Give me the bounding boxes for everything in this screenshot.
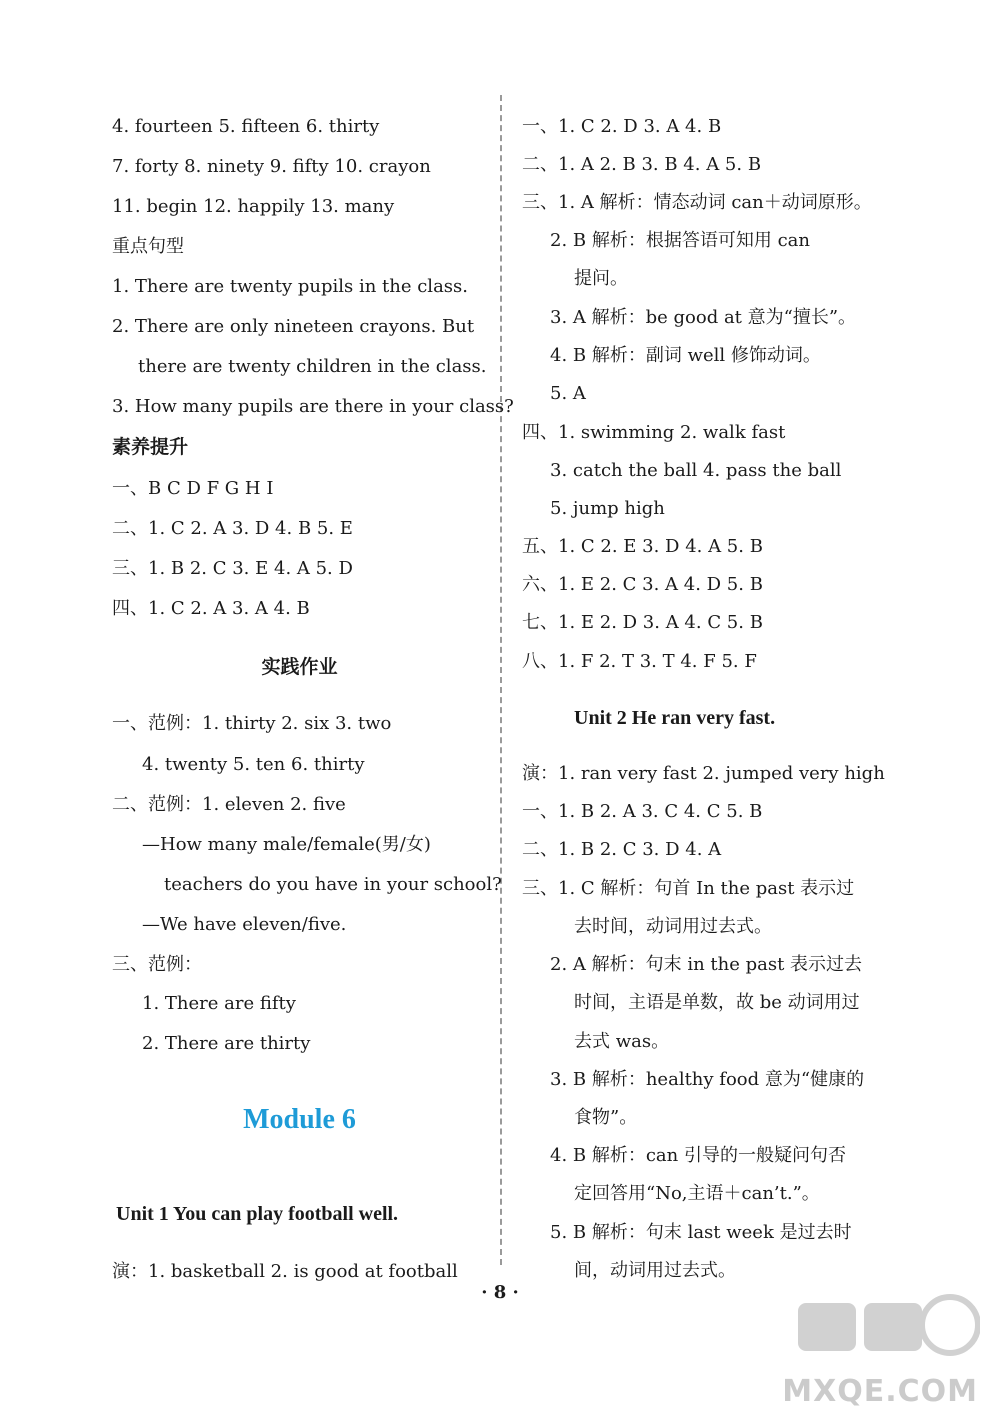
answer-line: 一、范例：1. thirty 2. six 3. two bbox=[112, 713, 392, 734]
answer-line: 5. A bbox=[550, 383, 586, 404]
watermark-site-text: MXQE.COM bbox=[782, 1374, 978, 1409]
answer-line: 去时间，动词用过去式。 bbox=[574, 916, 772, 937]
answer-line: 七、1. E 2. D 3. A 4. C 5. B bbox=[522, 612, 763, 633]
answer-line: 一、1. C 2. D 3. A 4. B bbox=[522, 116, 722, 137]
answer-line: teachers do you have in your school? bbox=[164, 874, 502, 895]
answer-line: 一、1. B 2. A 3. C 4. C 5. B bbox=[522, 801, 763, 822]
answer-line: 3. catch the ball 4. pass the ball bbox=[550, 460, 842, 481]
answer-line: 间，动词用过去式。 bbox=[574, 1260, 736, 1281]
answer-line: 11. begin 12. happily 13. many bbox=[112, 196, 395, 217]
answer-line: 2. B 解析：根据答语可知用 can bbox=[550, 230, 810, 251]
answer-line: 提问。 bbox=[574, 268, 628, 289]
answer-line: 四、1. swimming 2. walk fast bbox=[522, 422, 786, 443]
answer-line: 时间，主语是单数，故 be 动词用过 bbox=[574, 992, 860, 1013]
answer-line: 三、范例： bbox=[112, 954, 202, 975]
answer-line: 2. A 解析：句末 in the past 表示过去 bbox=[550, 954, 863, 975]
module-title: Module 6 bbox=[243, 1104, 356, 1135]
answer-line: 一、B C D F G H I bbox=[112, 478, 274, 499]
answer-line: 二、1. B 2. C 3. D 4. A bbox=[522, 839, 722, 860]
answer-line: 二、1. C 2. A 3. D 4. B 5. E bbox=[112, 518, 353, 539]
answer-line: 7. forty 8. ninety 9. fifty 10. crayon bbox=[112, 156, 431, 177]
answer-line: 五、1. C 2. E 3. D 4. A 5. B bbox=[522, 536, 763, 557]
answer-line: 定回答用“No,主语＋can’t.”。 bbox=[574, 1183, 820, 1204]
answer-line: 演：1. basketball 2. is good at football bbox=[112, 1261, 458, 1282]
unit-title: Unit 1 You can play football well. bbox=[116, 1203, 399, 1225]
answer-line: 3. A 解析：be good at 意为“擅长”。 bbox=[550, 307, 857, 328]
answer-line: 演：1. ran very fast 2. jumped very high bbox=[522, 763, 885, 784]
answer-line: 5. B 解析：句末 last week 是过去时 bbox=[550, 1222, 852, 1243]
unit-title: Unit 2 He ran very fast. bbox=[574, 707, 776, 729]
answer-line: 八、1. F 2. T 3. T 4. F 5. F bbox=[522, 651, 757, 672]
answer-line: 三、1. C 解析：句首 In the past 表示过 bbox=[522, 878, 855, 899]
answer-line: —We have eleven/five. bbox=[142, 914, 347, 935]
answer-line: 1. There are twenty pupils in the class. bbox=[112, 276, 468, 297]
answer-line: 2. There are thirty bbox=[142, 1033, 311, 1054]
answer-line: there are twenty children in the class. bbox=[138, 356, 487, 377]
answer-line: 去式 was。 bbox=[574, 1031, 670, 1052]
answer-line: 二、范例：1. eleven 2. five bbox=[112, 794, 346, 815]
answer-line: 三、1. A 解析：情态动词 can＋动词原形。 bbox=[522, 192, 872, 213]
answer-line: 1. There are fifty bbox=[142, 993, 296, 1014]
answer-line: 食物”。 bbox=[574, 1107, 638, 1128]
answer-line: 3. How many pupils are there in your class? bbox=[112, 396, 514, 417]
answer-line: —How many male/female(男/女) bbox=[142, 834, 431, 855]
answer-line: 2. There are only nineteen crayons. But bbox=[112, 316, 475, 337]
answer-line: 六、1. E 2. C 3. A 4. D 5. B bbox=[522, 574, 763, 595]
answer-line: 3. B 解析：healthy food 意为“健康的 bbox=[550, 1069, 865, 1090]
section-heading: 实践作业 bbox=[261, 656, 338, 678]
answer-line: 4. B 解析：副词 well 修饰动词。 bbox=[550, 345, 821, 366]
section-heading: 素养提升 bbox=[112, 436, 189, 458]
column-divider bbox=[500, 95, 502, 1265]
page-number: · 8 · bbox=[481, 1282, 519, 1303]
answer-line: 4. fourteen 5. fifteen 6. thirty bbox=[112, 116, 380, 137]
answer-line: 四、1. C 2. A 3. A 4. B bbox=[112, 598, 310, 619]
answer-line: 二、1. A 2. B 3. B 4. A 5. B bbox=[522, 154, 762, 175]
answer-line: 4. twenty 5. ten 6. thirty bbox=[142, 754, 365, 775]
answer-line: 三、1. B 2. C 3. E 4. A 5. D bbox=[112, 558, 353, 579]
section-heading: 重点句型 bbox=[112, 236, 184, 257]
answer-line: 5. jump high bbox=[550, 498, 665, 519]
answer-line: 4. B 解析：can 引导的一般疑问句否 bbox=[550, 1145, 846, 1166]
